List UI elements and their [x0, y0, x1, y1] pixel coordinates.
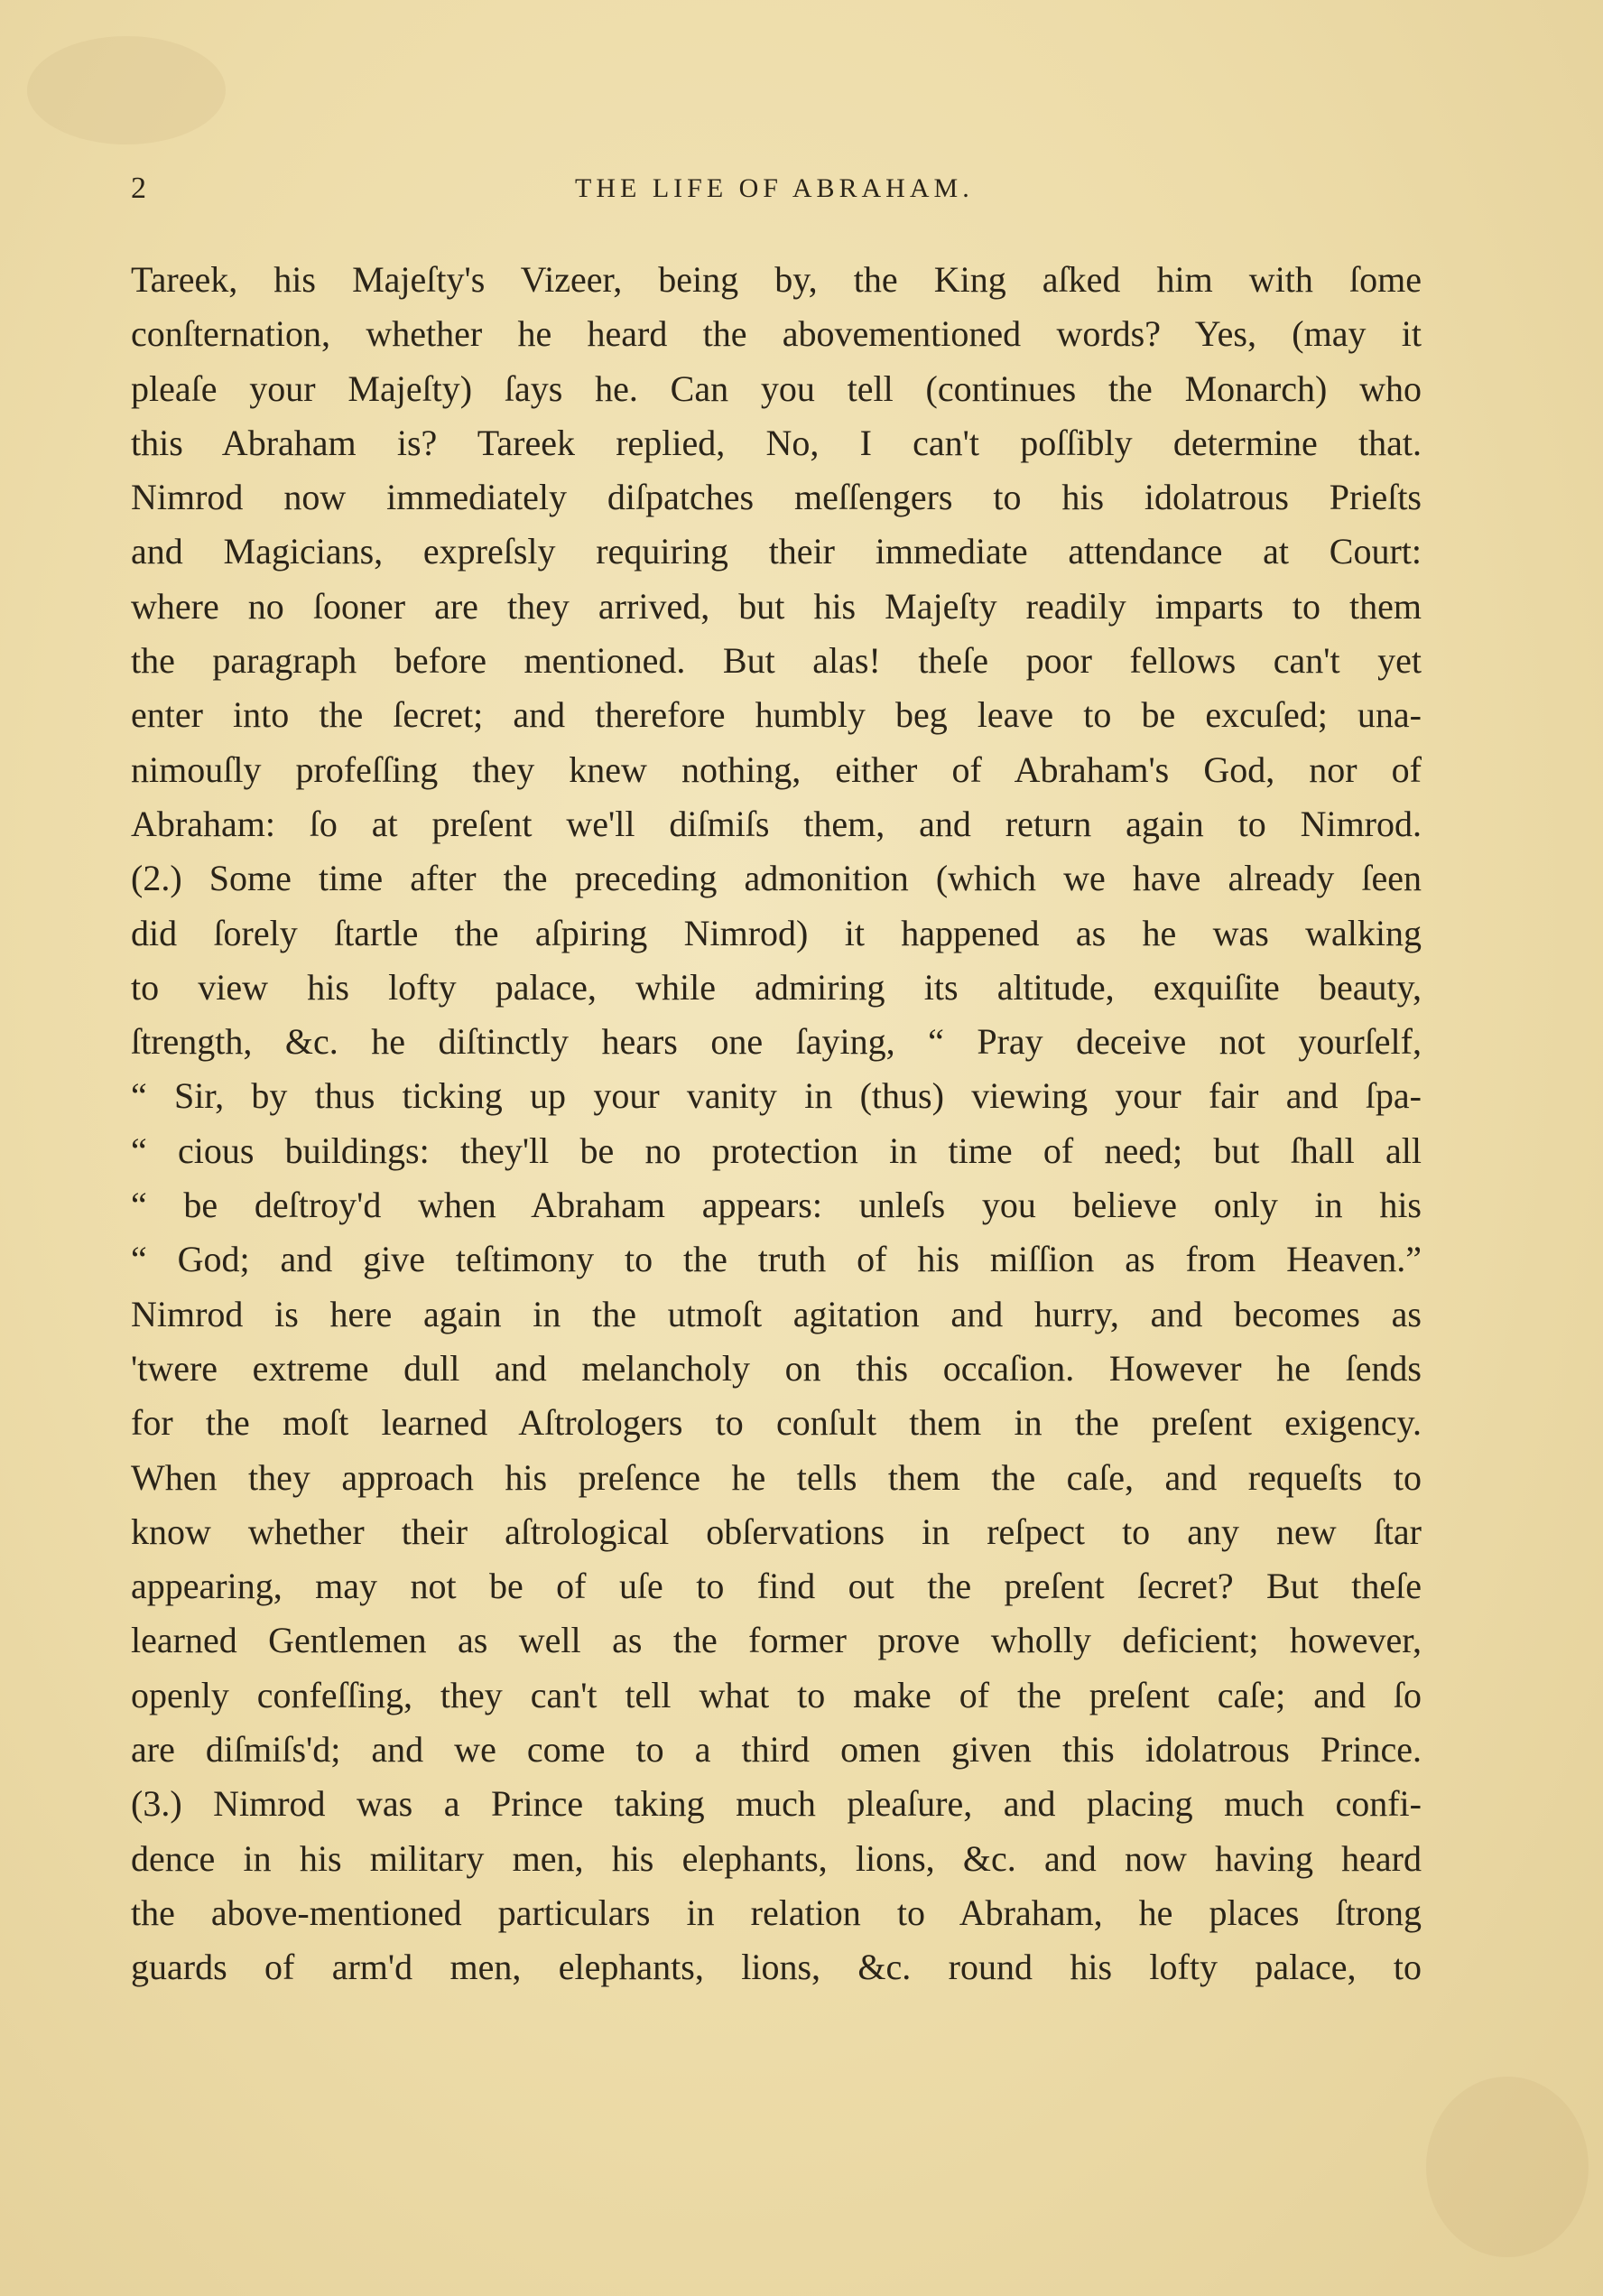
- text-line: the paragraph before mentioned. But alas! theſe poor fellows can't yet: [131, 640, 1422, 682]
- paper-stain: [27, 36, 226, 144]
- body-text: [131, 253, 1422, 1995]
- text-line: and Magicians, expreſsly requiring their immediate attendance at Court:: [131, 531, 1422, 572]
- text-line: “ cious buildings: they'll be no protection in time of need; but ſhall all: [131, 1129, 1422, 1171]
- text-line: Abraham: ſo at preſent we'll diſmiſs them, and return again to Nimrod.: [131, 803, 1422, 844]
- text-line: Nimrod now immediately diſpatches meſſengers to his idolatrous Prieſts: [131, 477, 1422, 518]
- text-line: are diſmiſs'd; and we come to a third omen given this idolatrous Prince.: [131, 1729, 1422, 1771]
- running-title: THE LIFE OF ABRAHAM.: [575, 173, 974, 203]
- text-line: learned Gentlemen as well as the former prove wholly deficient; however,: [131, 1620, 1422, 1661]
- page-header: [131, 172, 1422, 208]
- text-line: “ be deſtroy'd when Abraham appears: unleſs you believe only in his: [131, 1185, 1422, 1226]
- text-line: “ Sir, by thus ticking up your vanity in (thus) viewing your fair and ſpa-: [131, 1075, 1422, 1117]
- text-line: When they approach his preſence he tells them the caſe, and requeſts to: [131, 1456, 1422, 1498]
- text-line: guards of arm'd men, elephants, lions, &c. round his lofty palace, to: [131, 1947, 1422, 1988]
- text-line: know whether their aſtrological obſervations in reſpect to any new ſtar: [131, 1511, 1422, 1552]
- text-line: (3.) Nimrod was a Prince taking much pleaſure, and placing much confi-: [131, 1783, 1422, 1825]
- text-line: ſtrength, &c. he diſtinctly hears one ſaying, “ Pray deceive not yourſelf,: [131, 1021, 1422, 1063]
- text-line: Nimrod is here again in the utmoſt agitation and hurry, and becomes as: [131, 1293, 1422, 1334]
- page-number: 2: [131, 172, 147, 205]
- text-line: Tareek, his Majeſty's Vizeer, being by, the King aſked him with ſome: [131, 259, 1422, 300]
- text-line: nimouſly profeſſing they knew nothing, either of Abraham's God, nor of: [131, 748, 1422, 790]
- text-line: for the moſt learned Aſtrologers to conſult them in the preſent exigency.: [131, 1402, 1422, 1444]
- text-line: “ God; and give teſtimony to the truth of his miſſion as from Heaven.”: [131, 1239, 1422, 1280]
- text-line: appearing, may not be of uſe to find out the preſent ſecret? But theſe: [131, 1566, 1422, 1607]
- paper-stain: [1426, 2077, 1589, 2257]
- text-line: conſternation, whether he heard the abovementioned words? Yes, (may it: [131, 313, 1422, 355]
- text-line: (2.) Some time after the preceding admonition (which we have already ſeen: [131, 858, 1422, 899]
- text-line: openly confeſſing, they can't tell what to make of the preſent caſe; and ſo: [131, 1674, 1422, 1715]
- text-line: where no ſooner are they arrived, but his Majeſty readily imparts to them: [131, 585, 1422, 627]
- text-line: the above-mentioned particulars in relation to Abraham, he places ſtrong: [131, 1892, 1422, 1933]
- text-line: enter into the ſecret; and therefore humbly beg leave to be excuſed; una-: [131, 694, 1422, 736]
- text-line: to view his lofty palace, while admiring its altitude, exquiſite beauty,: [131, 966, 1422, 1008]
- text-line: 'twere extreme dull and melancholy on this occaſion. However he ſends: [131, 1347, 1422, 1389]
- text-line: dence in his military men, his elephants, lions, &c. and now having heard: [131, 1837, 1422, 1879]
- text-line: did ſorely ſtartle the aſpiring Nimrod) it happened as he was walking: [131, 912, 1422, 953]
- text-line: pleaſe your Majeſty) ſays he. Can you tell (continues the Monarch) who: [131, 367, 1422, 409]
- text-line: this Abraham is? Tareek replied, No, I can't poſſibly determine that.: [131, 422, 1422, 463]
